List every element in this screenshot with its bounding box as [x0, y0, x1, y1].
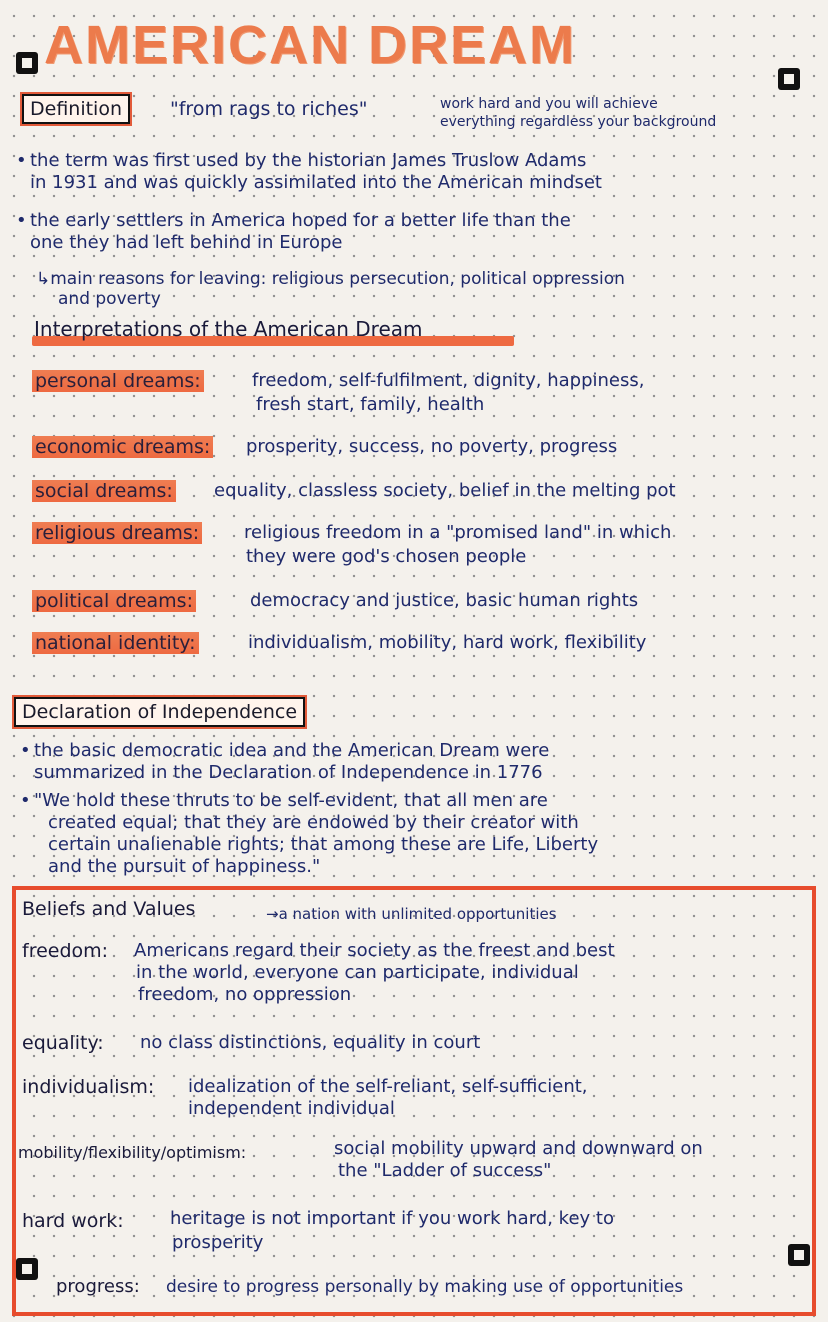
- dream-text-religious-line2: they were god's chosen people: [246, 546, 527, 567]
- belief-text-freedom-line3: freedom, no oppression: [138, 984, 352, 1005]
- corner-marker-icon: [778, 68, 800, 90]
- dream-label-economic: economic dreams:: [32, 434, 213, 460]
- dream-label-political: political dreams:: [32, 588, 196, 614]
- definition-label: Definition: [22, 94, 130, 124]
- intro-bullet-2-line1: • the early settlers in America hoped for a better life than the: [30, 210, 571, 232]
- intro-bullet-2-line2: one they had left behind in Europe: [30, 232, 343, 253]
- declaration-bullet1-line2: summarized in the Declaration of Independence in 1776: [34, 762, 543, 783]
- declaration-label: Declaration of Independence: [14, 697, 305, 727]
- beliefs-heading: Beliefs and Values: [22, 898, 196, 920]
- declaration-bullet2-line1: • "We hold these thruts to be self-evident, that all men are: [34, 790, 548, 812]
- belief-text-equality: no class distinctions, equality in court: [140, 1032, 481, 1053]
- dream-text-economic: prosperity, success, no poverty, progress: [246, 436, 618, 457]
- dream-text-religious-line1: religious freedom in a "promised land" in which: [244, 522, 672, 543]
- belief-text-hard-work-line2: prosperity: [172, 1232, 264, 1253]
- dream-label-religious: religious dreams:: [32, 520, 202, 546]
- declaration-bullet2-line3: certain unalienable rights; that among these are Life, Liberty: [48, 834, 599, 855]
- dream-text-national: individualism, mobility, hard work, flexibility: [248, 632, 647, 653]
- belief-label-progress: progress:: [56, 1276, 140, 1297]
- dream-label-social: social dreams:: [32, 478, 176, 504]
- interpretations-heading: Interpretations of the American Dream: [34, 317, 423, 341]
- dream-text-personal-line2: fresh start, family, health: [256, 394, 485, 415]
- belief-text-individualism-line2: independent individual: [188, 1098, 395, 1119]
- belief-label-freedom: freedom:: [22, 940, 109, 962]
- corner-marker-icon: [16, 52, 38, 74]
- dream-label-national: national identity:: [32, 630, 199, 656]
- belief-label-mobility: mobility/flexibility/optimism:: [18, 1143, 247, 1162]
- intro-bullet-1-line1: • the term was first used by the historian James Truslow Adams: [30, 150, 586, 172]
- belief-text-freedom-line1: Americans regard their society as the freest and best: [134, 940, 615, 961]
- reasons-line1: ↳main reasons for leaving: religious persecution, political oppression: [36, 269, 625, 289]
- belief-text-mobility-line1: social mobility upward and downward on: [334, 1138, 703, 1159]
- dream-label-personal: personal dreams:: [32, 368, 204, 394]
- definition-quote: "from rags to riches": [170, 98, 368, 120]
- dream-text-social: equality, classless society, belief in the melting pot: [214, 480, 676, 501]
- belief-text-progress: desire to progress personally by making use of opportunities: [166, 1277, 684, 1297]
- intro-bullet-1-line2: in 1931 and was quickly assimilated into the American mindset: [30, 172, 602, 193]
- belief-text-hard-work-line1: heritage is not important if you work hard, key to: [170, 1208, 614, 1229]
- belief-label-equality: equality:: [22, 1032, 104, 1054]
- beliefs-heading-note: →a nation with unlimited opportunities: [266, 905, 557, 923]
- definition-note-line2: everything regardless your background: [440, 114, 717, 130]
- declaration-bullet2-line4: and the pursuit of happiness.": [48, 856, 321, 877]
- definition-note-line1: work hard and you will achieve: [440, 96, 658, 112]
- belief-text-freedom-line2: in the world, everyone can participate, individual: [136, 962, 579, 983]
- belief-label-hard-work: hard work:: [22, 1210, 124, 1232]
- belief-text-individualism-line1: idealization of the self-reliant, self-sufficient,: [188, 1076, 588, 1097]
- page-title: AMERICAN DREAM: [44, 15, 576, 75]
- belief-text-mobility-line2: the "Ladder of success": [338, 1160, 552, 1181]
- dream-text-personal-line1: freedom, self-fulfilment, dignity, happiness,: [252, 370, 645, 391]
- belief-label-individualism: individualism:: [22, 1076, 155, 1098]
- reasons-line2: and poverty: [58, 289, 161, 309]
- declaration-bullet1-line1: • the basic democratic idea and the American Dream were: [34, 740, 549, 762]
- declaration-bullet2-line2: created equal; that they are endowed by their creator with: [48, 812, 579, 833]
- dream-text-political: democracy and justice, basic human rights: [250, 590, 639, 611]
